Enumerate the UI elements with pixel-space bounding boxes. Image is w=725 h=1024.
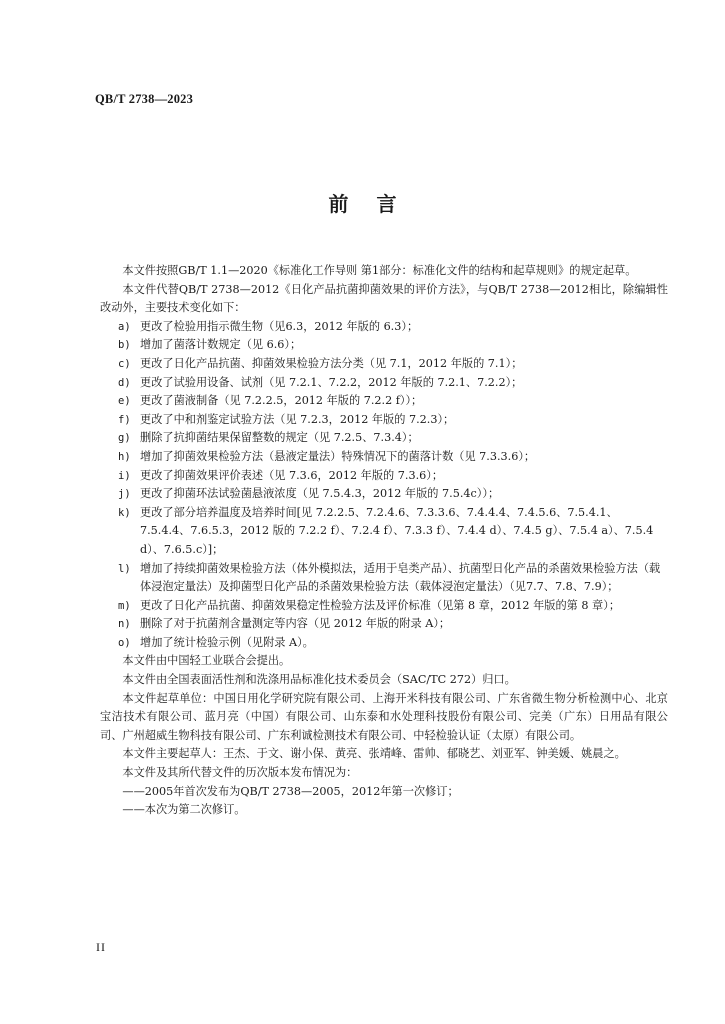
history-line-2: ——本次为第二次修订。 (122, 803, 246, 817)
list-marker: n) (118, 618, 131, 631)
list-item (100, 374, 668, 393)
list-marker: m) (118, 599, 131, 612)
list-item (100, 504, 668, 560)
list-item-text: 更改了检验用指示微生物（见6.3，2012 年版的 6.3）； (140, 319, 419, 333)
list-item (100, 615, 668, 634)
list-item-text: 更改了抑菌环法试验菌悬液浓度（见 7.5.4.3，2012 年版的 7.5.4c））； (140, 487, 500, 501)
list-item (100, 336, 668, 355)
list-item-text: 增加了菌落计数规定（见 6.6）； (140, 338, 302, 352)
list-item-text: 更改了抑菌效果评价表述（见 7.3.6，2012 年版的 7.3.6）； (140, 468, 444, 482)
list-item (100, 485, 668, 504)
list-item-text: 更改了菌液制备（见 7.2.2.5，2012 年版的 7.2.2 f））； (140, 394, 423, 408)
list-item-text: 增加了抑菌效果检验方法（悬液定量法）特殊情况下的菌落计数（见 7.3.3.6）； (140, 449, 536, 463)
list-item-text: 更改了日化产品抗菌、抑菌效果稳定性检验方法及评价标准（见第 8 章，2012 年版的第 8 章）； (140, 598, 621, 612)
list-marker: g) (118, 432, 131, 445)
list-item-text: 更改了试验用设备、试剂（见 7.2.1、7.2.2，2012 年版的 7.2.1、7.2.2）； (140, 375, 523, 389)
list-item (100, 355, 668, 374)
list-marker: i) (118, 469, 131, 482)
list-item (100, 429, 668, 448)
drafters-paragraph: 本文件主要起草人：王杰、于文、谢小保、黄亮、张靖峰、雷帅、郁晓艺、刘亚军、钟美媛、姚晨之。 (122, 747, 626, 761)
list-marker: l) (118, 562, 131, 575)
list-item-text: 更改了部分培养温度及培养时间[见 7.2.2.5、7.2.4.6、7.3.3.6、7.4.4.4、7.4.5.6、7.5.4.1、7.5.4.4、7.6.5.3，2012 版的 7.2.2 f）、7.2.4 f）、7.3.3 f）、7.4.4 d）、7.4.5 g）、7.5.4 a）、7.5.4 d）、7.6.5.c）]； (140, 505, 654, 556)
intro-paragraph-1: 本文件按照GB/T 1.1—2020《标准化工作导则 第1部分：标准化文件的结构和起草规则》的规定起草。 (122, 264, 637, 277)
centralized-unit-paragraph: 本文件由全国表面活性剂和洗涤用品标准化技术委员会（SAC/TC 272）归口。 (122, 673, 516, 687)
list-item-text: 删除了抗抑菌结果保留整数的规定（见 7.2.5、7.3.4）； (140, 431, 419, 445)
list-item (100, 467, 668, 486)
history-line-1: ——2005年首次发布为QB/T 2738—2005，2012年第一次修订； (122, 784, 459, 798)
list-marker: o) (118, 636, 131, 649)
list-marker: d) (118, 376, 131, 389)
list-marker: a) (118, 320, 131, 333)
list-marker: e) (118, 395, 131, 408)
foreword-body (100, 262, 668, 820)
technical-changes-list (100, 318, 668, 653)
list-marker: h) (118, 450, 131, 463)
list-item-text: 删除了对于抗菌剂含量测定等内容（见 2012 年版的附录 A）； (140, 617, 451, 631)
list-item (100, 634, 668, 653)
list-item (100, 411, 668, 430)
list-item (100, 448, 668, 467)
list-item-text: 增加了持续抑菌效果检验方法（体外模拟法，适用于皂类产品）、抗菌型日化产品的杀菌效果检验方法（载体浸泡定量法）及抑菌型日化产品的杀菌效果检验方法（载体浸泡定量法）（见7.7、7.8、7.9）； (140, 561, 661, 594)
list-marker: f) (118, 413, 131, 426)
standard-number-header: QB/T 2738—2023 (95, 92, 194, 106)
list-marker: c) (118, 357, 131, 370)
list-item-text: 更改了中和剂鉴定试验方法（见 7.2.3，2012 年版的 7.2.3）； (140, 412, 455, 426)
drafting-units-paragraph: 本文件起草单位：中国日用化学研究院有限公司、上海开米科技有限公司、广东省微生物分析检测中心、北京宝洁技术有限公司、蓝月亮（中国）有限公司、山东泰和水处理科技股份有限公司、完美（广东）日用品有限公司、广州超威生物科技有限公司、广东利诚检测技术有限公司、中轻检验认证（太原）有限公司。 (100, 691, 668, 742)
page-title: 前言 (328, 192, 425, 216)
list-item (100, 318, 668, 337)
list-marker: k) (118, 506, 131, 519)
list-item (100, 392, 668, 411)
proposer-paragraph: 本文件由中国轻工业联合会提出。 (122, 654, 291, 668)
list-item (100, 560, 668, 597)
list-marker: j) (118, 488, 131, 501)
list-item-text: 增加了统计检验示例（见附录 A）。 (140, 635, 314, 649)
intro-paragraph-2: 本文件代替QB/T 2738—2012《日化产品抗菌抑菌效果的评价方法》，与QB/T 2738—2012相比，除编辑性改动外，主要技术变化如下： (100, 282, 668, 315)
list-item-text: 更改了日化产品抗菌、抑菌效果检验方法分类（见 7.1，2012 年版的 7.1）； (140, 356, 523, 370)
list-marker: b) (118, 339, 131, 352)
page-number: II (96, 940, 106, 954)
list-item (100, 597, 668, 616)
history-intro-paragraph: 本文件及其所代替文件的历次版本发布情况为： (122, 766, 358, 780)
